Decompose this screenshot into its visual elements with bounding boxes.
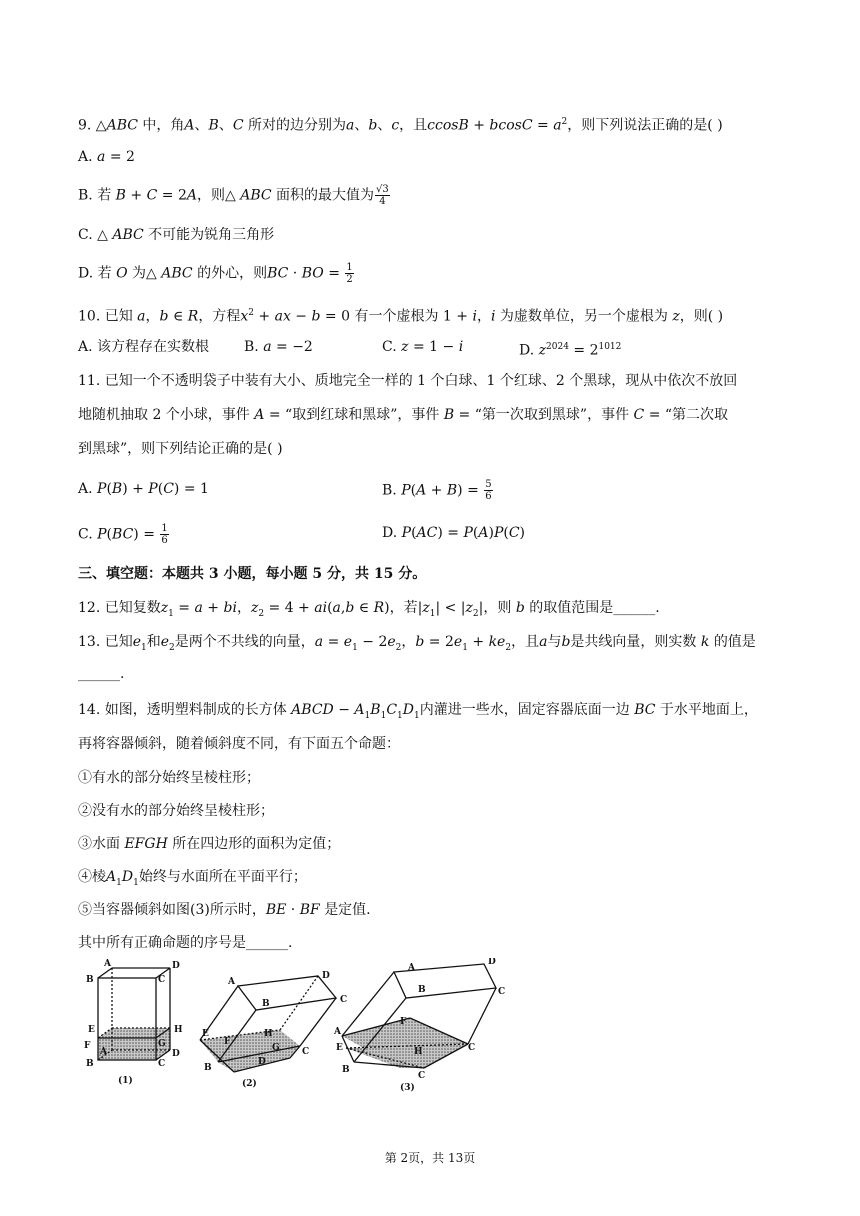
q14-prop-1: ①有水的部分始终呈棱柱形； <box>78 770 260 786</box>
svg-text:G: G <box>272 1043 280 1053</box>
figure-2-label: (2) <box>242 1079 257 1089</box>
svg-text:E: E <box>336 1043 343 1053</box>
svg-text:F: F <box>224 1037 231 1047</box>
svg-text:C: C <box>418 1071 426 1081</box>
svg-text:C: C <box>468 1043 476 1053</box>
svg-text:B: B <box>204 1063 212 1073</box>
svg-text:E: E <box>202 1029 209 1039</box>
svg-text:D: D <box>322 971 330 981</box>
q11-line-2: 地随机抽取 2 个小球，事件 A = “取到红球和黑球”，事件 B = “第一次取到黑球”，事件 C = “第二次取 <box>78 407 729 423</box>
svg-text:B: B <box>342 1065 350 1075</box>
svg-text:B: B <box>418 985 426 995</box>
svg-text:C: C <box>158 975 166 985</box>
q14-line-1: 14. 如图，透明塑料制成的长方体 ABCD − $A_1B_1C_1D_1$内灌进一些水，固定容器底面一边 BC 于水平地面上， <box>78 702 758 721</box>
svg-text:D: D <box>172 1049 180 1059</box>
svg-text:H: H <box>174 1025 183 1035</box>
q9-option-b: B. 若 B + C = 2A，则△ ABC 面积的最大值为 $\frac{√3}{4}$ <box>78 184 389 207</box>
q11-option-c: C. P(BC) = $\frac{1}{6}$ <box>78 523 168 546</box>
svg-text:D: D <box>258 1057 266 1067</box>
q14-figure <box>78 958 508 1097</box>
q9-option-d: D. 若 O 为△ ABC 的外心，则BC · BO = $\frac{1}{2}$ <box>78 262 353 285</box>
q9-stem: 9. △ABC 中，角A、B、C 所对的边分别为a、b、c，且$ccosB + bcosC = a^2$，则下列说法正确的是( ) <box>78 117 723 134</box>
svg-text:C: C <box>340 995 348 1005</box>
figure-2 <box>200 976 336 1072</box>
svg-text:H: H <box>414 1047 423 1057</box>
svg-text:F: F <box>84 1041 91 1051</box>
page-footer: 第 2页，共 13页 <box>384 1151 476 1165</box>
svg-text:G: G <box>158 1039 166 1049</box>
svg-text:H: H <box>264 1029 273 1039</box>
svg-text:C: C <box>302 1047 310 1057</box>
svg-text:D: D <box>172 961 180 971</box>
q10-stem: 10. 已知 a，b ∈ R，方程$x^2$ + ax − b = 0 有一个虚根为 1 + i，i 为虚数单位，另一个虚根为 z，则( ) <box>78 308 724 325</box>
figure-3-label: (3) <box>400 1083 415 1093</box>
svg-text:A: A <box>104 959 111 969</box>
svg-text:A: A <box>100 1047 107 1057</box>
figure-1-label: (1) <box>118 1076 133 1086</box>
q11-option-d: D. P(AC) = P(A)P(C) <box>382 525 526 541</box>
svg-text:F: F <box>400 1017 407 1027</box>
q10-options: A. 该方程存在实数根 B. a = −2 C. z = 1 − i D. $z^{2024} = 2^{1012}$ <box>78 339 622 359</box>
q14-tail: 其中所有正确命题的序号是______. <box>78 935 293 951</box>
svg-text:A: A <box>228 977 235 987</box>
q11-option-a: A. P(B) + P(C) = 1 <box>78 481 209 497</box>
q14-prop-4: ④棱$A_1D_1$始终与水面所在平面平行； <box>78 869 307 888</box>
q14-prop-2: ②没有水的部分始终呈棱柱形； <box>78 803 274 819</box>
q14-prop-5: ⑤当容器倾斜如图(3)所示时，BE · BF 是定值. <box>78 902 371 918</box>
svg-text:B: B <box>262 999 270 1009</box>
q12: 12. 已知复数$z_1 = a$ + bi，$z_2 = 4 + ai(a,b$ ∈ R)，若$|z_1| < |z_2|$，则 b 的取值范围是______. <box>78 600 660 619</box>
svg-text:A: A <box>408 963 415 973</box>
svg-text:A: A <box>334 1027 341 1037</box>
q11-line-1: 11. 已知一个不透明袋子中装有大小、质地完全一样的 1 个白球、1 个红球、2 个黑球，现从中依次不放回 <box>78 373 738 389</box>
q11-line-3: 到黑球”，则下列结论正确的是( ) <box>78 441 283 457</box>
svg-text:B: B <box>86 1059 94 1069</box>
svg-text:D: D <box>488 958 496 967</box>
q9-option-a: A. a = 2 <box>78 149 135 165</box>
section-3-heading: 三、填空题：本题共 3 小题，每小题 5 分，共 15 分。 <box>78 566 427 582</box>
svg-text:C: C <box>498 987 506 997</box>
q13-line-1: 13. 已知$e_1$和$e_2$是两个不共线的向量，$a = e_1 - 2e_2$，$b = 2e_1 + ke_2$，且a与b是共线向量，则实数 k 的值是 <box>78 634 756 653</box>
svg-text:B: B <box>86 975 94 985</box>
q13-line-2: ______. <box>78 666 125 682</box>
svg-text:E: E <box>88 1025 95 1035</box>
q9-option-c: C. △ ABC 不可能为锐角三角形 <box>78 227 275 243</box>
svg-text:C: C <box>158 1059 166 1069</box>
q11-option-b: B. P(A + B) = $\frac{5}{6}$ <box>382 479 492 502</box>
q14-prop-3: ③水面 EFGH 所在四边形的面积为定值； <box>78 836 341 852</box>
q14-line-2: 再将容器倾斜，随着倾斜度不同，有下面五个命题： <box>78 736 400 752</box>
